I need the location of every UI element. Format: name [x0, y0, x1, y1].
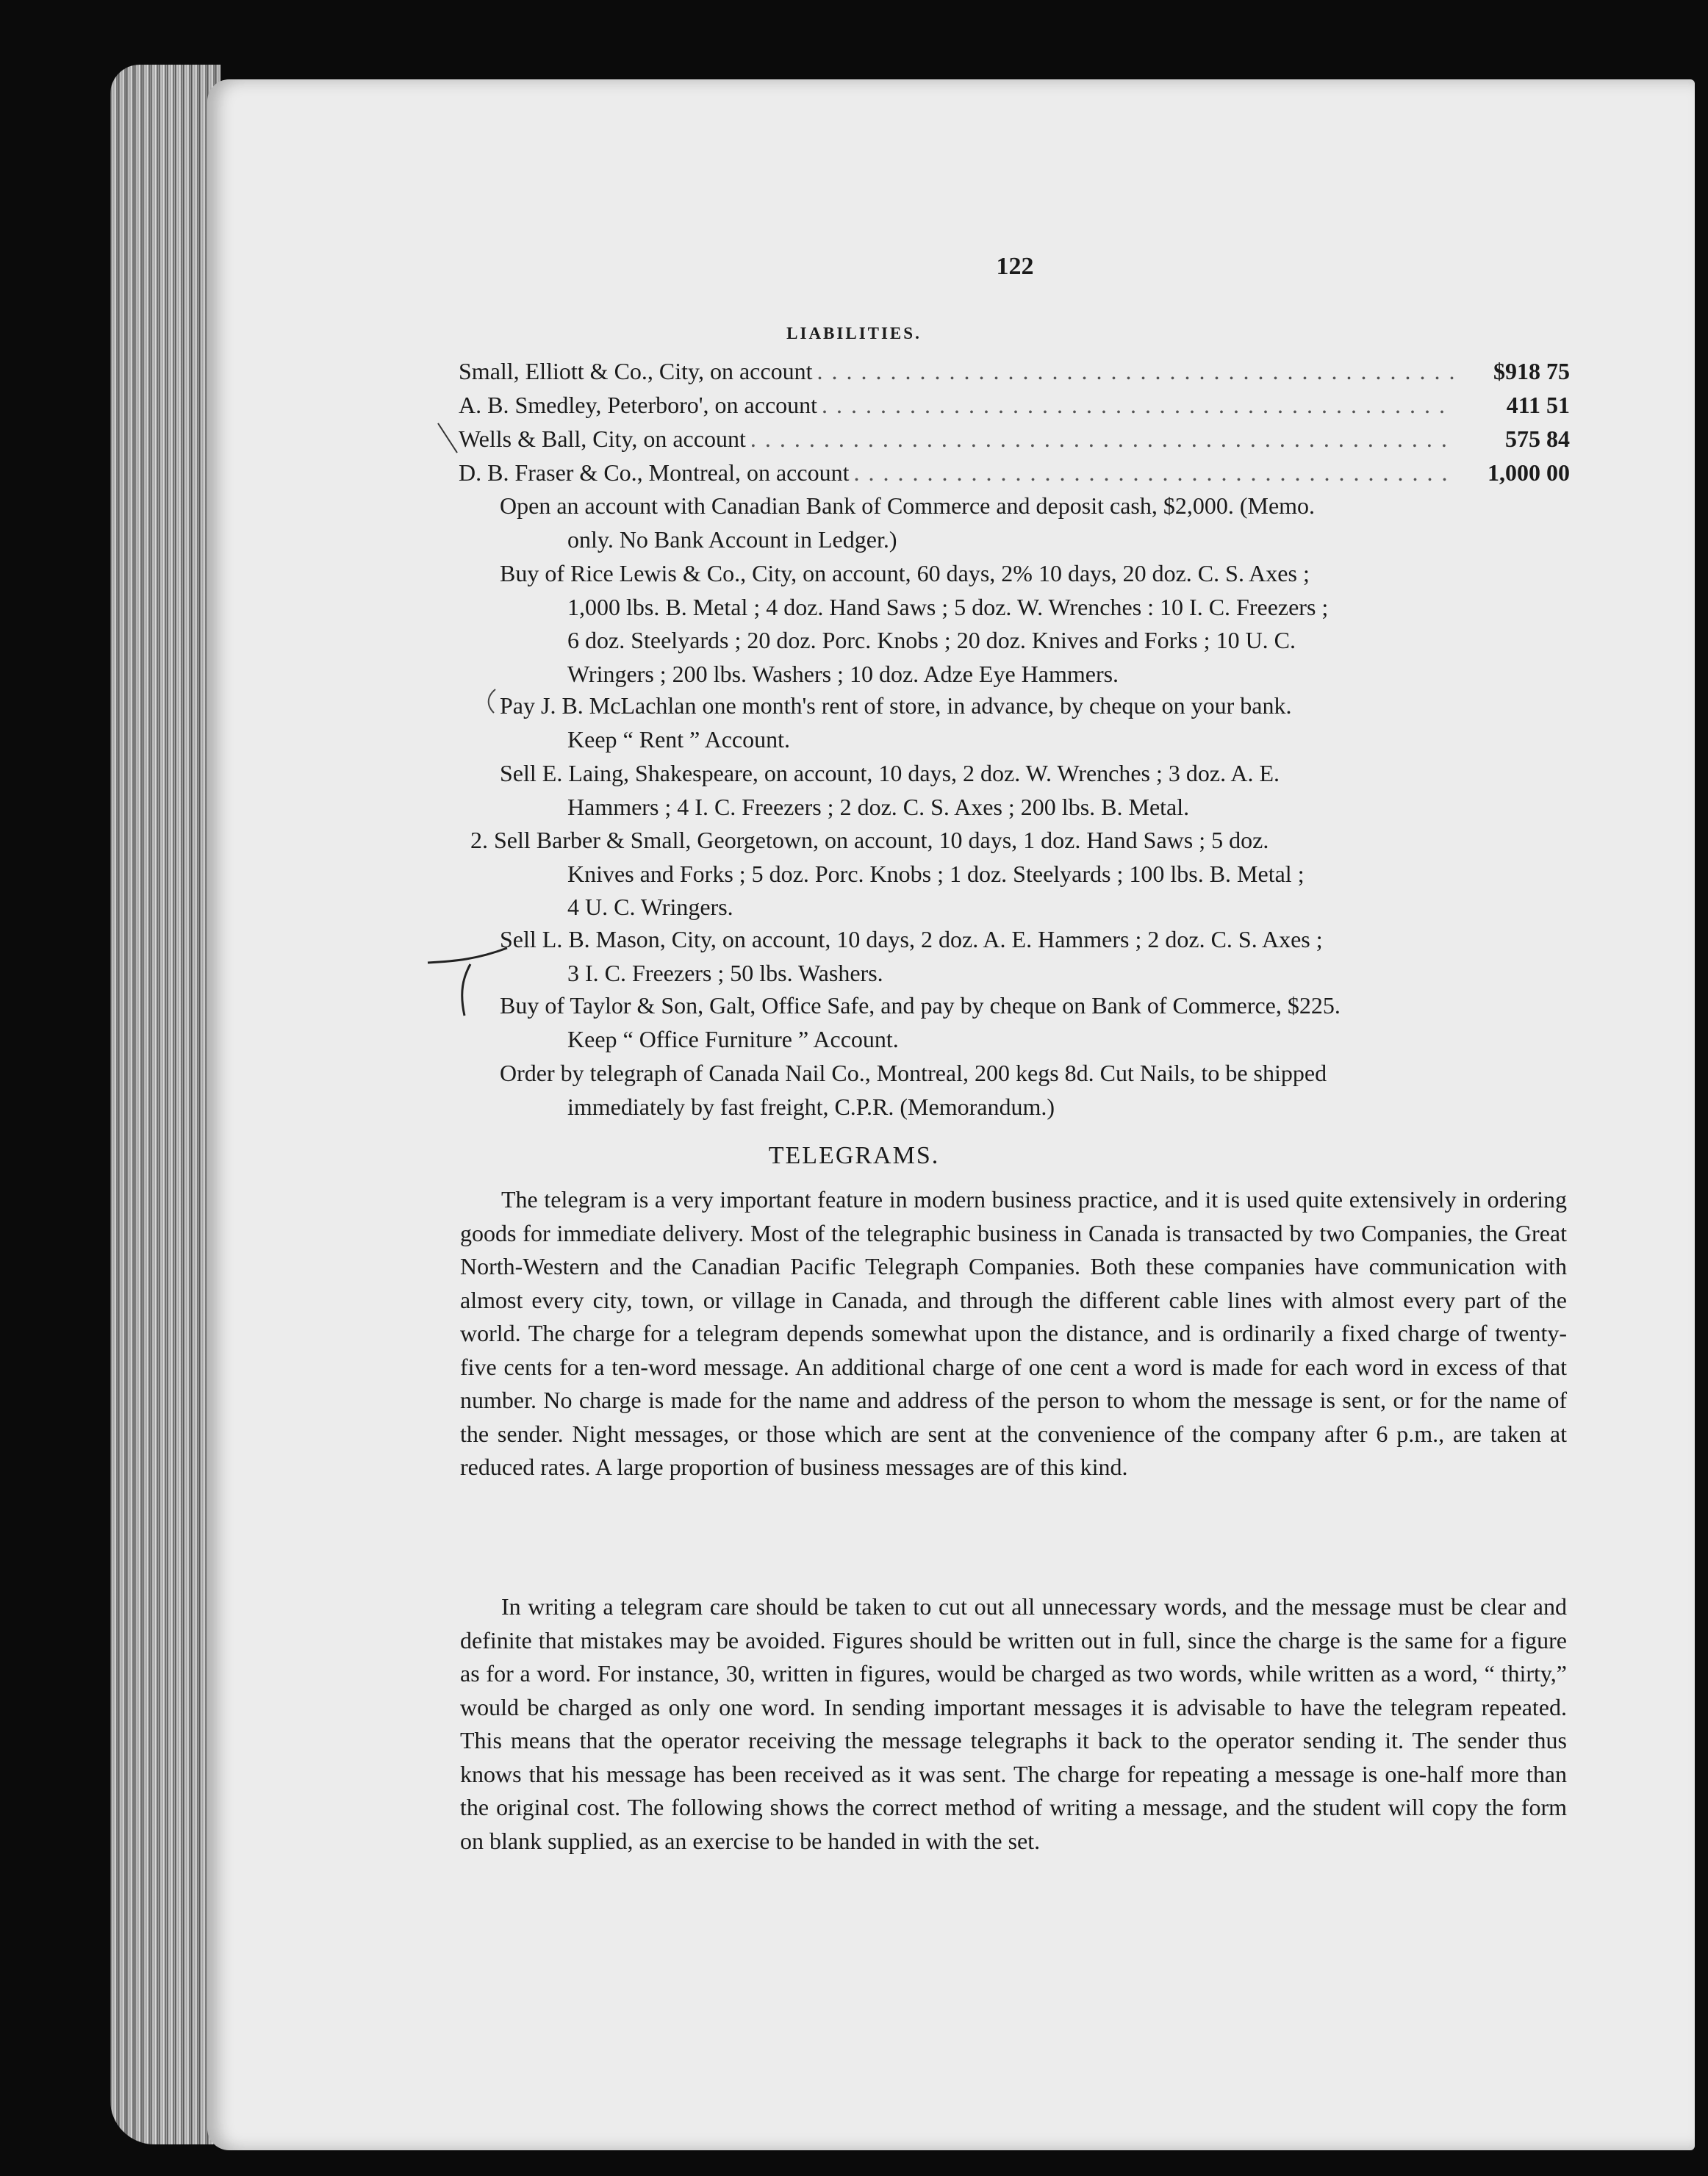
transaction-line: Sell E. Laing, Shakespeare, on account, 10 days, 2 doz. W. Wrenches ; 3 doz. A. E. [500, 760, 1280, 786]
transaction-line: Open an account with Canadian Bank of Commerce and deposit cash, $2,000. (Memo. [500, 492, 1316, 519]
pencil-tick-mark [435, 420, 464, 457]
liability-row [459, 423, 1570, 454]
book-page-edges [110, 65, 220, 2144]
dot-leader [750, 423, 1455, 454]
liability-amount: 575 84 [1505, 425, 1570, 452]
transaction-entry [500, 989, 1565, 1056]
transaction-line: Keep “ Office Furniture ” Account. [567, 1025, 899, 1052]
pencil-mark-arrow [426, 919, 514, 1021]
transaction-line: only. No Bank Account in Ledger.) [567, 525, 897, 553]
transaction-line: immediately by fast freight, C.P.R. (Memorandum.) [567, 1093, 1055, 1120]
transaction-line: 6 doz. Steelyards ; 20 doz. Porc. Knobs ; 20 doz. Knives and Forks ; 10 U. C. [567, 627, 1296, 653]
transaction-line: 4 U. C. Wringers. [567, 894, 733, 920]
transaction-line: Wringers ; 200 lbs. Washers ; 10 doz. Adze Eye Hammers. [567, 660, 1119, 687]
liability-row [459, 356, 1570, 387]
liability-row [459, 389, 1570, 420]
transaction-line: Hammers ; 4 I. C. Freezers ; 2 doz. C. S. Axes ; 200 lbs. B. Metal. [567, 793, 1190, 820]
liability-name: Small, Elliott & Co., City, on account [459, 358, 813, 384]
page-number: 122 [996, 253, 1034, 280]
transaction-line: Sell L. B. Mason, City, on account, 10 days, 2 doz. A. E. Hammers ; 2 doz. C. S. Axes ; [500, 926, 1323, 952]
liability-name: A. B. Smedley, Peterboro', on account [459, 392, 818, 418]
dot-leader [822, 389, 1455, 420]
liability-amount: 1,000 00 [1488, 459, 1570, 486]
transaction-line: Buy of Taylor & Son, Galt, Office Safe, and pay by cheque on Bank of Commerce, $225. [500, 992, 1341, 1019]
transaction-entry [500, 557, 1565, 691]
transaction-entry [500, 689, 1565, 756]
liability-name: Wells & Ball, City, on account [459, 425, 746, 452]
telegrams-heading: TELEGRAMS. [768, 1142, 940, 1169]
liability-row [459, 457, 1570, 488]
transaction-line: Pay J. B. McLachlan one month's rent of store, in advance, by cheque on your bank. [500, 692, 1292, 719]
dot-leader [853, 457, 1455, 488]
transaction-line: Knives and Forks ; 5 doz. Porc. Knobs ; 1 doz. Steelyards ; 100 lbs. B. Metal ; [567, 860, 1305, 887]
liability-amount: 411 51 [1506, 392, 1570, 418]
dot-leader [817, 356, 1455, 387]
transaction-entry [500, 1057, 1565, 1124]
liability-name: D. B. Fraser & Co., Montreal, on account [459, 459, 850, 486]
transaction-line: 1,000 lbs. B. Metal ; 4 doz. Hand Saws ; 5 doz. W. Wrenches : 10 I. C. Freezers ; [567, 593, 1329, 620]
body-paragraph: In writing a telegram care should be taken to cut out all unnecessary words, and the message must be clear and definite that mistakes may be avoided. Figures should be written out in full, since the charge is the same for a figure as for a word. For instance, 30, written in figures, would be charged as two words, while written as a word, “ thirty,” would be charged as only one word. In sending important messages it is advisable to have the telegram repeated. This means that the operator receiving the message telegraphs it back to the operator sending it. The sender thus knows that his message has been received as it was sent. The charge for repeating a message is one-half more than the original cost. The following shows the correct method of writing a message, and the student will copy the form on blank supplied, as an exercise to be handed in with the set. [460, 1593, 1567, 1854]
body-paragraph: The telegram is a very important feature in modern business practice, and it is used quite extensively in ordering goods for immediate delivery. Most of the telegraphic business in Canada is transacted by two Companies, the Great North-Western and the Canadian Pacific Telegraph Companies. Both these companies have communication with almost every city, town, or village in Canada, and through the different cable lines with almost every part of the world. The charge for a telegram depends somewhat upon the distance, and is ordinarily a fixed charge of twenty-five cents for a ten-word message. An additional charge of one cent a word is made for each word in excess of that number. No charge is made for the name and address of the person to whom the message is sent, or for the name of the sender. Night messages, or those which are sent at the convenience of the company after 6 p.m., are taken at reduced rates. A large proportion of business messages are of this kind. [460, 1186, 1567, 1480]
transaction-line: Buy of Rice Lewis & Co., City, on account, 60 days, 2% 10 days, 20 doz. C. S. Axes ; [500, 560, 1310, 586]
transaction-line: 2. Sell Barber & Small, Georgetown, on account, 10 days, 1 doz. Hand Saws ; 5 doz. [470, 827, 1269, 853]
liabilities-heading: LIABILITIES. [786, 324, 922, 342]
liability-amount: $918 75 [1493, 358, 1570, 384]
transaction-entry [500, 489, 1565, 556]
transaction-line: 3 I. C. Freezers ; 50 lbs. Washers. [567, 959, 883, 986]
transaction-line: Keep “ Rent ” Account. [567, 725, 790, 753]
transaction-entry [500, 757, 1565, 824]
pencil-tick-mark [479, 686, 501, 716]
transaction-entry [500, 923, 1565, 990]
transaction-entry [470, 824, 1565, 924]
transaction-line: Order by telegraph of Canada Nail Co., Montreal, 200 kegs 8d. Cut Nails, to be shipped [500, 1060, 1327, 1086]
